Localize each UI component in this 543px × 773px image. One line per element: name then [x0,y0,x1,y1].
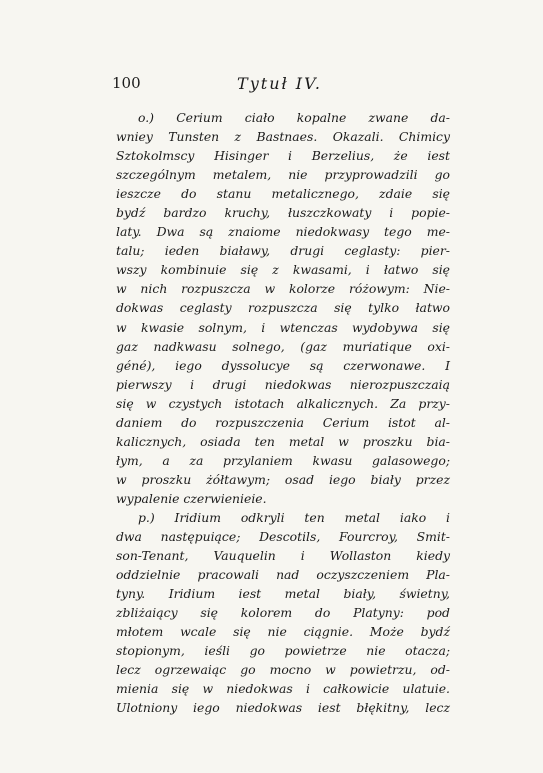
page-header [112,74,447,96]
text-line: w kwasie solnym, i wtenczas wydobywa się [116,319,450,335]
text-line: mienia się w niedokwas i całkowicie ulatuie. [116,681,450,697]
text-line: daniem do rozpuszczenia Cerium istot al- [116,414,450,430]
running-title: Tytuł IV. [237,74,322,93]
text-line: łym, a za przylaniem kwasu galasowego; [116,452,450,468]
text-line: kalicznych, osiada ten metal w proszku bia- [116,433,450,449]
text-line: wypalenie czerwienieie. [116,490,267,506]
text-line: się w czystych istotach alkalicznych. Za przy- [116,395,450,411]
text-line: bydź bardzo kruchy, łuszczkowaty i popie- [116,205,450,221]
text-line: dwa następuiące; Descotils, Fourcroy, Smit- [116,529,450,545]
text-line: oddzielnie pracowali nad oczyszczeniem Pla- [116,567,450,583]
text-line: w proszku żółtawym; osad iego biały przez [116,471,450,487]
text-line: ieszcze do stanu metalicznego, zdaie się [116,186,450,202]
body-text [116,108,450,718]
text-line: w nich rozpuszcza w kolorze różowym: Nie- [116,281,450,297]
text-line: Sztokolmscy Hisinger i Berzelius, że iest [116,148,450,164]
text-line: szczególnym metalem, nie przyprowadzili go [116,167,450,183]
text-line: wszy kombinuie się z kwasami, i łatwo się [116,262,450,278]
text-line: młotem wcale się nie ciągnie. Może bydź [116,624,450,640]
text-line: géné), iego dyssolucye są czerwonawe. I [116,357,450,373]
text-line: pierwszy i drugi niedokwas nierozpuszczaią [116,376,450,392]
text-line: zbliżaiący się kolorem do Platyny: pod [116,605,450,621]
text-line: o.) Cerium ciało kopalne zwane da- [138,110,450,125]
text-line: lecz ogrzewaiąc go mocno w powietrzu, od- [116,662,450,678]
text-line: stopionym, ieśli go powietrze nie otacza; [116,643,450,659]
page-number: 100 [112,74,141,92]
text-line: laty. Dwa są znaiome niedokwasy tego me- [116,224,450,240]
text-line: tyny. Iridium iest metal biały, świetny, [116,586,450,602]
text-line: son-Tenant, Vauquelin i Wollaston kiedy [116,548,450,564]
text-line: wniey Tunsten z Bastnaes. Okazali. Chimicy [116,129,450,145]
text-line: Ulotniony iego niedokwas iest błękitny, lecz [116,700,450,716]
text-line: talu; ieden białawy, drugi ceglasty: pier- [116,243,450,259]
text-line: p.) Iridium odkryli ten metal iako i [138,509,450,525]
text-line: dokwas ceglasty rozpuszcza się tylko łatwo [116,300,450,316]
text-line: gaz nadkwasu solnego, (gaz muriatique oxi- [116,338,450,354]
